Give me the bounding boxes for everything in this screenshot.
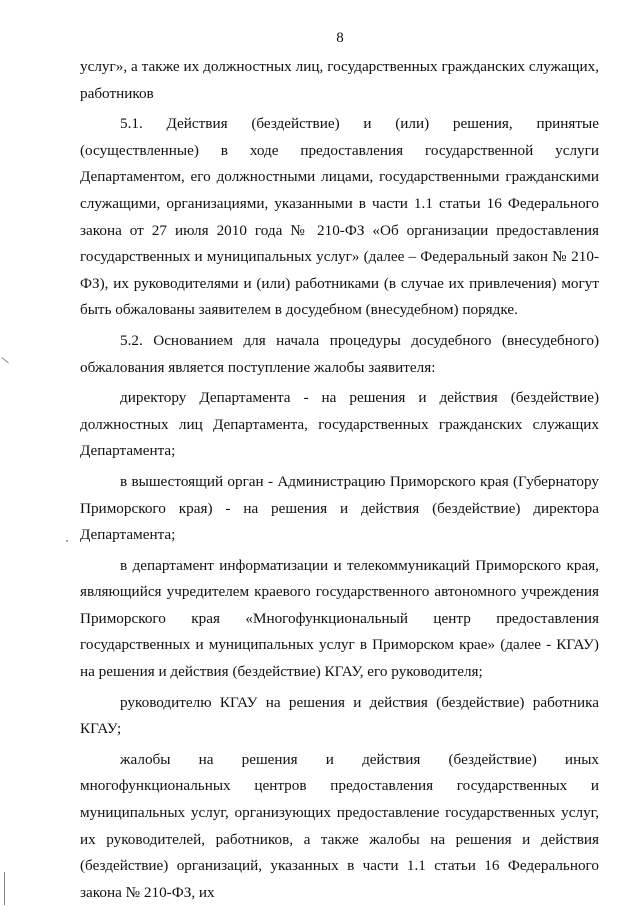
paragraph-other-centers: жалобы на решения и действия (бездействие) иных многофункциональных центров предоставления государственных и муниципальных услуг, организующих предоставление государственных услуг, их руководителей, работников, а также жалобы на решения и действия (бездействие) организаций, указанных в части 1.1 статьи 16 Федерального закона № 210-ФЗ, их [80,750,599,901]
paragraph-informatization-department: в департамент информатизации и телекоммуникаций Приморского края, являющийся учредителем краевого государственного автономного учреждения Приморского края «Многофункциональный центр предоставления государственных и муниципальных услуг в Приморском крае» (далее - КГАУ) на решения и действия (бездействие) КГАУ, его руководителя; [80,556,599,681]
scan-artifact-edge [4,872,5,905]
page-number: 8 [336,30,344,46]
paragraph-continuation: услуг», а также их должностных лиц, государственных гражданских служащих, работников [80,58,599,102]
scan-artifact-dot [66,540,68,542]
paragraph-director: директору Департамента - на решения и действия (бездействие) должностных лиц Департамента, государственных гражданских служащих Департамента; [80,389,599,460]
paragraph-kgau-head: руководителю КГАУ на решения и действия (бездействие) работника КГАУ; [80,693,599,738]
paragraph-5-2: 5.2. Основанием для начала процедуры досудебного (внесудебного) обжалования является поступление жалобы заявителя: [80,331,599,376]
document-body [80,54,599,906]
paragraph-higher-authority: в вышестоящий орган - Администрацию Приморского края (Губернатору Приморского края) - на решения и действия (бездействие) директора Департамента; [80,472,599,544]
scan-artifact-line [1,357,9,364]
paragraph-5-1: 5.1. Действия (бездействие) и (или) решения, принятые (осуществленные) в ходе предоставления государственной услуги Департаментом, его должностными лицами, государственными гражданскими служащими, организациями, указанными в части 1.1 статьи 16 Федерального закона от 27 июля 2010 года № 210-ФЗ «Об организации предоставления государственных и муниципальных услуг» (далее – Федеральный закон № 210-ФЗ), их руководителями и (или) работниками (в случае их привлечения) могут быть обжалованы заявителем в досудебном (внесудебном) порядке. [80,115,599,319]
